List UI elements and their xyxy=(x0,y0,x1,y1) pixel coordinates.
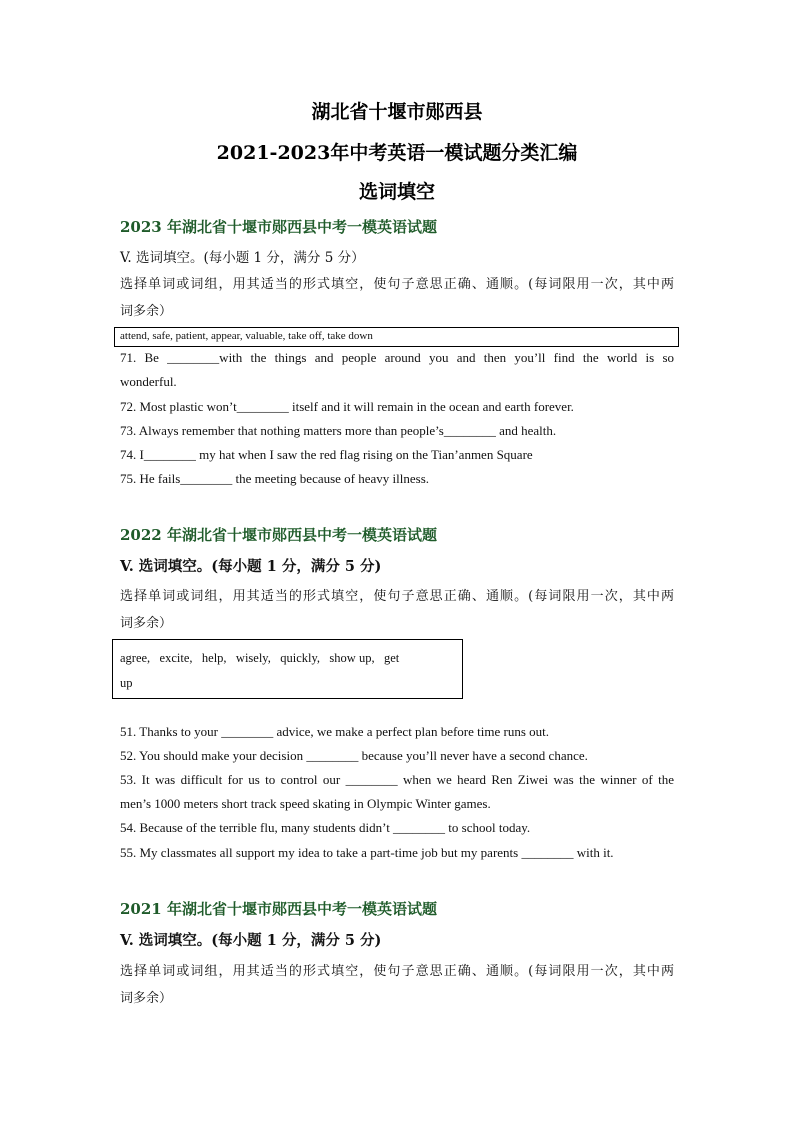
word-bank-line: agree, excite, help, wisely, quickly, show up, get xyxy=(120,651,400,665)
section-instruction: 选择单词或词组，用其适当的形式填空，使句子意思正确、通顺。(每词限用一次，其中两 xyxy=(120,964,674,979)
question-53-cont: men’s 1000 meters short track speed skating in Olympic Winter games. xyxy=(120,796,491,811)
section-instruction-title: V. 选词填空。(每小题 1 分，满分 5 分） xyxy=(120,250,365,266)
question-71: 71. Be ________with the things and people around you and then you’ll find the world is so xyxy=(120,350,674,365)
section-instruction-cont: 词多余） xyxy=(120,304,173,319)
question-74: 74. I________ my hat when I saw the red flag rising on the Tian’anmen Square xyxy=(120,447,533,462)
section-instruction-title: V. 选词填空。(每小题 1 分，满分 5 分) xyxy=(120,932,382,949)
question-55: 55. My classmates all support my idea to take a part-time job but my parents ________ with it. xyxy=(120,845,614,860)
section-instruction-title: V. 选词填空。(每小题 1 分，满分 5 分) xyxy=(120,558,382,575)
word-bank-box: attend, safe, patient, appear, valuable, take off, take down xyxy=(114,327,679,347)
doc-title-topic: 选词填空 xyxy=(358,181,435,203)
section-heading-2023: 2023 年湖北省十堰市郧西县中考一模英语试题 xyxy=(120,218,437,236)
section-instruction-cont: 词多余） xyxy=(120,991,173,1006)
section-instruction: 选择单词或词组，用其适当的形式填空，使句子意思正确、通顺。(每词限用一次，其中两 xyxy=(120,589,674,604)
section-heading-2021: 2021 年湖北省十堰市郧西县中考一模英语试题 xyxy=(120,900,437,918)
question-54: 54. Because of the terrible flu, many students didn’t ________ to school today. xyxy=(120,820,531,835)
question-73: 73. Always remember that nothing matters more than people’s________ and health. xyxy=(120,423,557,438)
section-heading-2022: 2022 年湖北省十堰市郧西县中考一模英语试题 xyxy=(120,526,437,544)
doc-title-region: 湖北省十堰市郧西县 xyxy=(311,101,483,123)
question-52: 52. You should make your decision ________ because you’ll never have a second chance. xyxy=(120,748,588,763)
question-72: 72. Most plastic won’t________ itself and it will remain in the ocean and earth forever. xyxy=(120,399,574,414)
word-bank-line-cont: up xyxy=(120,676,133,690)
word-bank-box xyxy=(112,639,463,699)
doc-title-main: 2021-2023年中考英语一模试题分类汇编 xyxy=(216,142,578,164)
question-51: 51. Thanks to your ________ advice, we make a perfect plan before time runs out. xyxy=(120,724,549,739)
section-instruction: 选择单词或词组，用其适当的形式填空，使句子意思正确、通顺。(每词限用一次，其中两 xyxy=(120,277,674,292)
question-75: 75. He fails________ the meeting because of heavy illness. xyxy=(120,471,430,486)
question-53: 53. It was difficult for us to control our ________ when we heard Ren Ziwei was the winner of the xyxy=(120,772,674,787)
question-71-cont: wonderful. xyxy=(120,374,177,389)
section-instruction-cont: 词多余） xyxy=(120,616,173,631)
